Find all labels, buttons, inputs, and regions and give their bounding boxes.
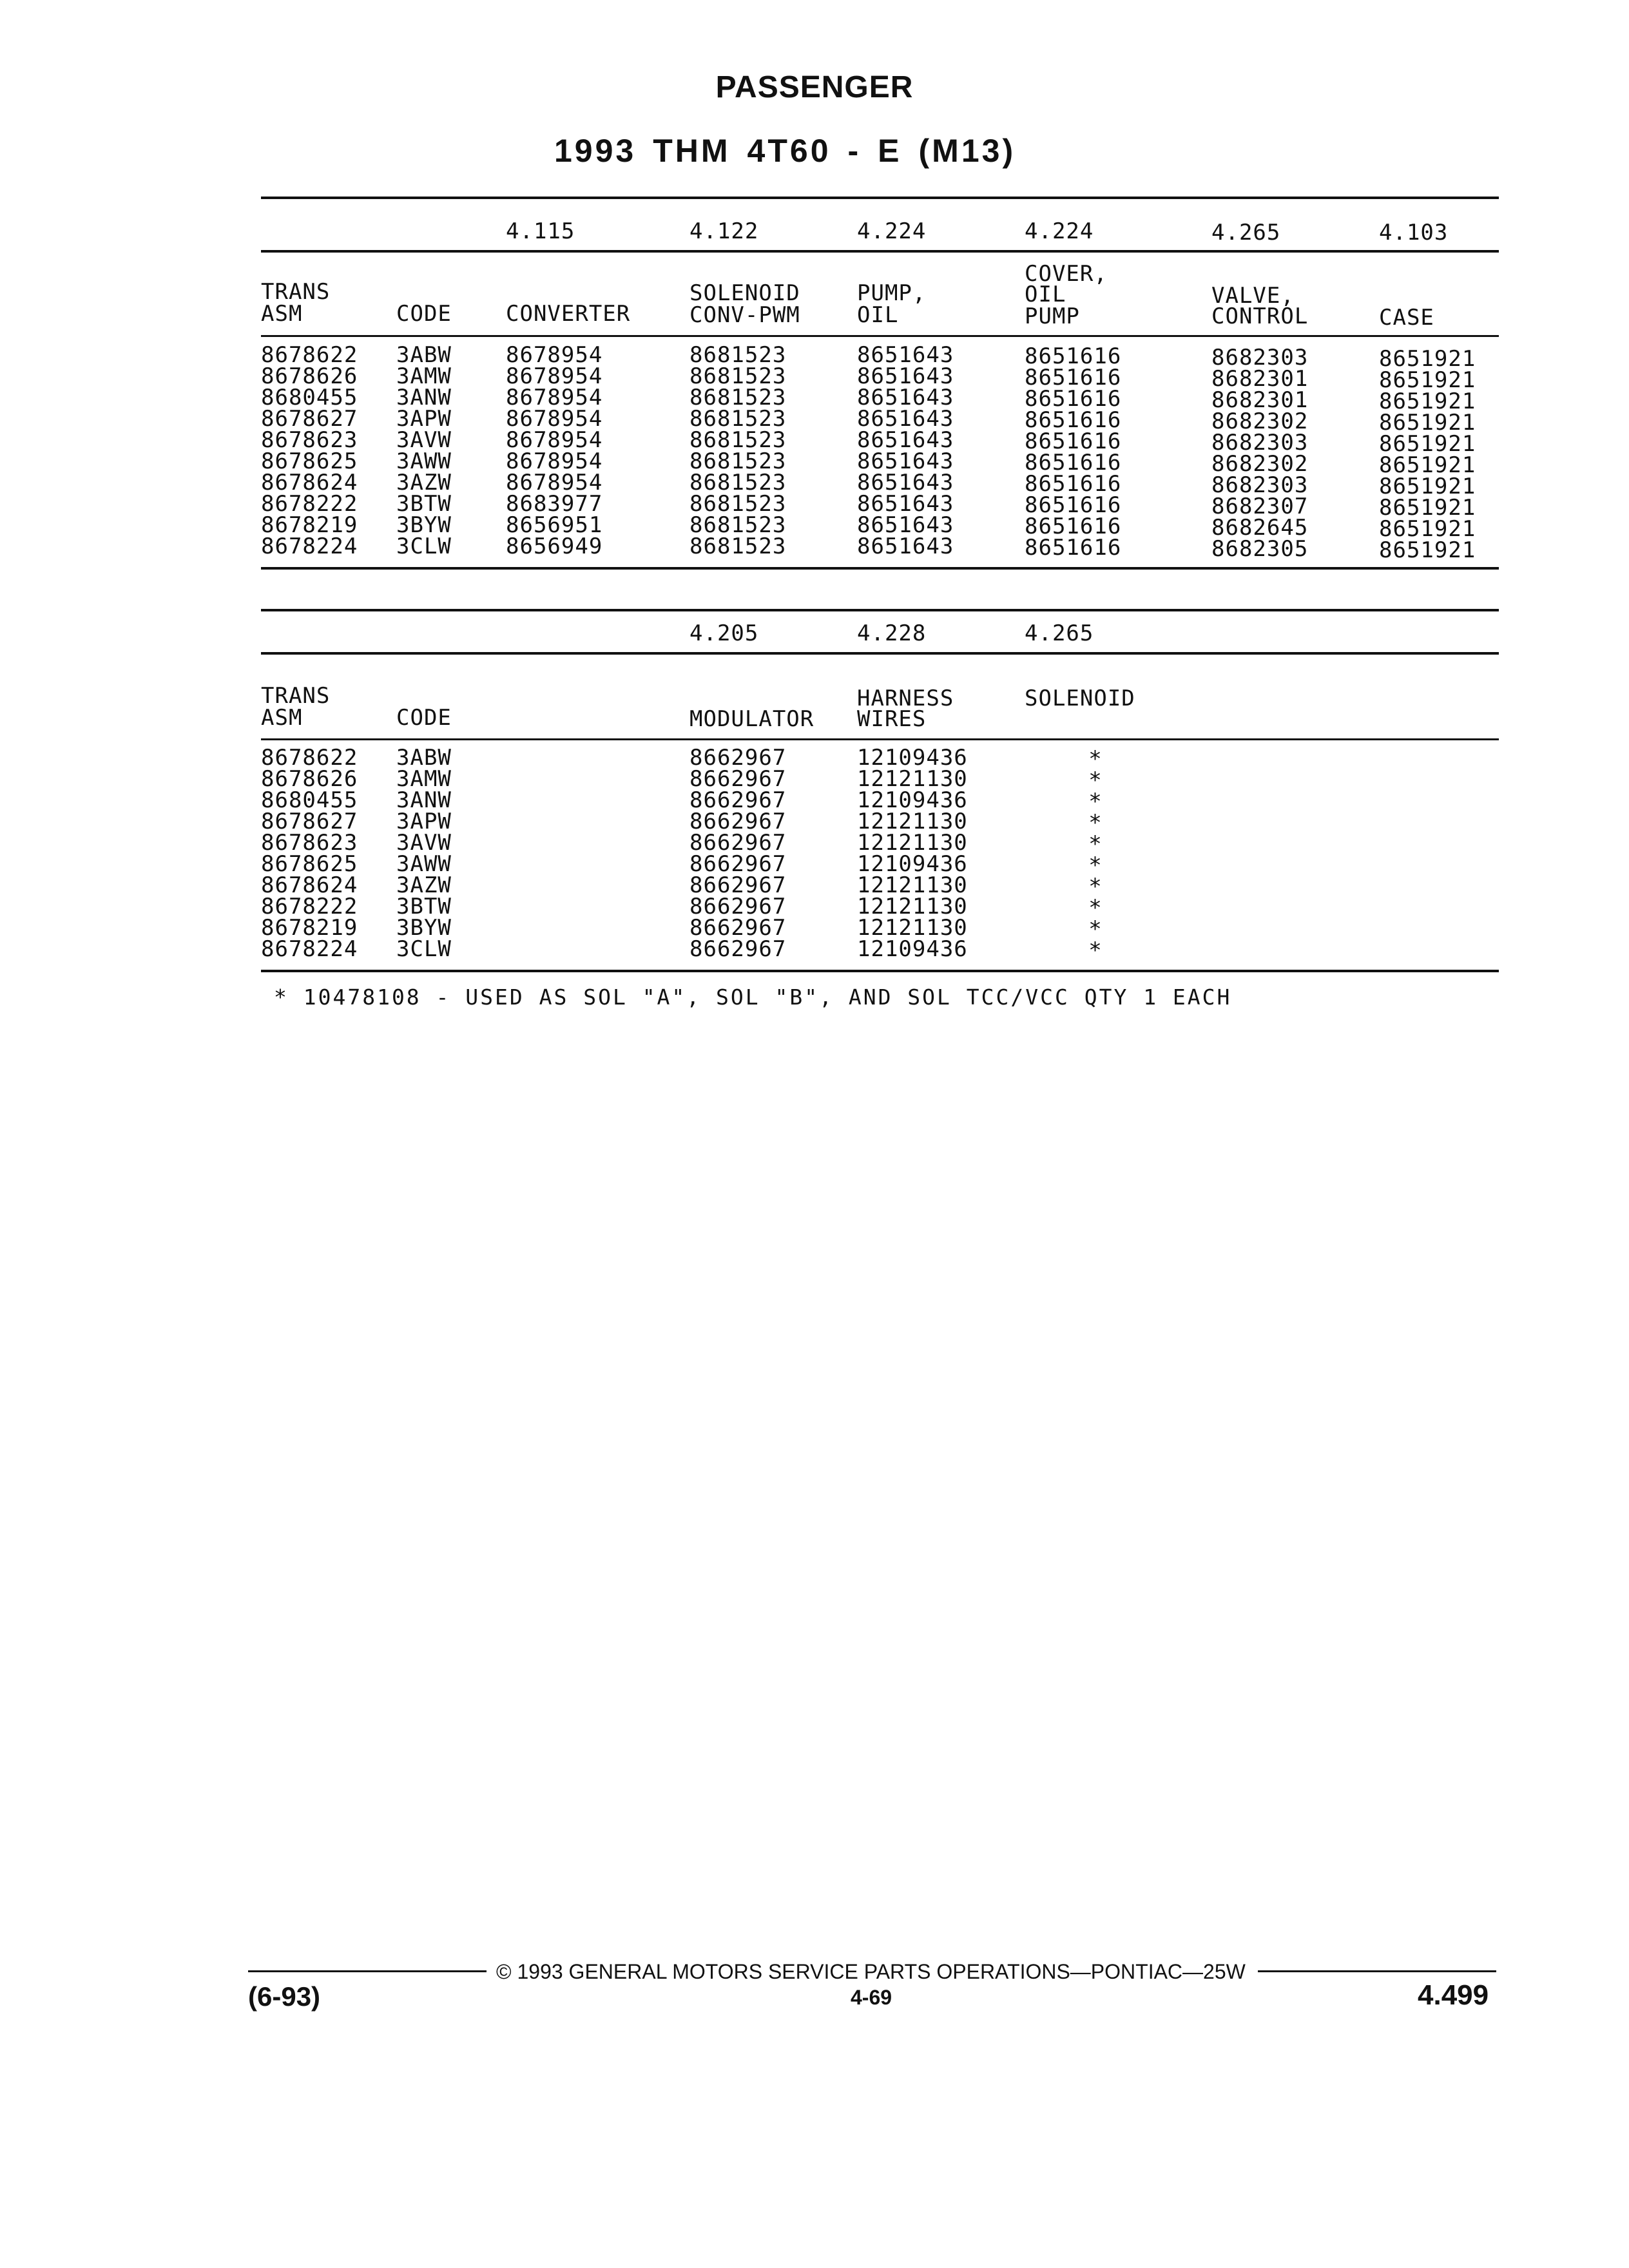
group-number: 4.205 bbox=[689, 620, 759, 646]
cell-solenoid-asterisk: * bbox=[1088, 831, 1103, 857]
footer-rule-left bbox=[248, 1970, 487, 1972]
cell-valve: 8682303 bbox=[1211, 472, 1309, 498]
cell-pump: 8651643 bbox=[857, 342, 954, 368]
cell-harness: 12121130 bbox=[857, 894, 968, 919]
cell-solenoid: 8681523 bbox=[689, 512, 787, 538]
cell-asm: 8678224 bbox=[261, 936, 358, 962]
cell-pump: 8651643 bbox=[857, 385, 954, 410]
cell-pump: 8651643 bbox=[857, 427, 954, 453]
column-solenoid bbox=[1083, 746, 1108, 963]
column-solenoid-conv-pwm bbox=[689, 342, 787, 559]
cell-asm: 8678626 bbox=[261, 766, 358, 792]
group-number: 4.122 bbox=[689, 218, 759, 244]
table2-bottom-rule bbox=[261, 970, 1499, 972]
cell-valve: 8682307 bbox=[1211, 494, 1309, 519]
title-year: 1993 bbox=[554, 133, 637, 169]
header-control: CONTROL bbox=[1211, 303, 1309, 329]
cell-pump: 8651643 bbox=[857, 448, 954, 474]
cell-converter: 8678954 bbox=[506, 448, 603, 474]
title-transmission: 4T60 bbox=[747, 133, 831, 169]
cell-case: 8651921 bbox=[1379, 516, 1476, 542]
header-wires: WIRES bbox=[857, 706, 927, 732]
cell-converter: 8678954 bbox=[506, 363, 603, 389]
cell-solenoid-asterisk: * bbox=[1088, 916, 1103, 942]
cell-solenoid: 8681523 bbox=[689, 533, 787, 559]
cell-pump: 8651643 bbox=[857, 470, 954, 495]
cell-pump: 8651643 bbox=[857, 491, 954, 517]
cell-solenoid: 8681523 bbox=[689, 385, 787, 410]
cell-solenoid-asterisk: * bbox=[1088, 874, 1103, 899]
cell-code: 3ANW bbox=[396, 385, 452, 410]
cell-cover: 8651616 bbox=[1025, 386, 1122, 412]
cell-solenoid-asterisk: * bbox=[1088, 767, 1103, 793]
cell-valve: 8682305 bbox=[1211, 536, 1309, 562]
cell-solenoid-asterisk: * bbox=[1088, 746, 1103, 772]
cell-asm: 8678624 bbox=[261, 470, 358, 495]
cell-asm: 8680455 bbox=[261, 787, 358, 813]
header-trans: TRANS bbox=[261, 683, 331, 709]
header-pump: PUMP, bbox=[857, 280, 927, 306]
footer-copyright: © 1993 GENERAL MOTORS SERVICE PARTS OPERATIONS—PONTIAC—25W bbox=[496, 1960, 1246, 1983]
cell-asm: 8678623 bbox=[261, 427, 358, 453]
cell-asm: 8680455 bbox=[261, 385, 358, 410]
header-cover-pump: PUMP bbox=[1025, 303, 1080, 329]
footer-date-code: (6-93) bbox=[248, 1981, 321, 2012]
cell-modulator: 8662967 bbox=[689, 766, 787, 792]
header-case: CASE bbox=[1379, 305, 1434, 331]
cell-code: 3AVW bbox=[396, 427, 452, 453]
title-variant: E bbox=[878, 133, 902, 169]
page-category: PASSENGER bbox=[715, 70, 914, 104]
cell-case: 8651921 bbox=[1379, 389, 1476, 414]
cell-solenoid: 8681523 bbox=[689, 342, 787, 368]
column-valve-control bbox=[1211, 347, 1308, 560]
cell-solenoid-asterisk: * bbox=[1088, 895, 1103, 921]
cell-harness: 12121130 bbox=[857, 766, 968, 792]
cell-code: 3APW bbox=[396, 809, 452, 834]
cell-solenoid-asterisk: * bbox=[1088, 852, 1103, 878]
title-rpo: (M13) bbox=[918, 133, 1016, 169]
cell-valve: 8682303 bbox=[1211, 345, 1309, 370]
cell-solenoid: 8681523 bbox=[689, 427, 787, 453]
cell-solenoid-asterisk: * bbox=[1088, 810, 1103, 836]
title-model: THM bbox=[653, 133, 731, 169]
cell-asm: 8678222 bbox=[261, 894, 358, 919]
cell-solenoid: 8681523 bbox=[689, 470, 787, 495]
header-oil: OIL bbox=[857, 302, 899, 328]
cell-cover: 8651616 bbox=[1025, 428, 1122, 454]
cell-cover: 8651616 bbox=[1025, 492, 1122, 518]
cell-valve: 8682301 bbox=[1211, 387, 1309, 413]
cell-solenoid: 8681523 bbox=[689, 363, 787, 389]
cell-code: 3ABW bbox=[396, 745, 452, 771]
cell-solenoid-asterisk: * bbox=[1088, 937, 1103, 963]
cell-case: 8651921 bbox=[1379, 431, 1476, 457]
cell-cover: 8651616 bbox=[1025, 471, 1122, 497]
header-cover-oil: OIL bbox=[1025, 282, 1066, 307]
page-title bbox=[554, 132, 1032, 169]
header-harness: HARNESS bbox=[857, 686, 954, 711]
cell-valve: 8682645 bbox=[1211, 515, 1309, 541]
cell-harness: 12121130 bbox=[857, 872, 968, 898]
table1-group-rule bbox=[261, 250, 1499, 253]
table1-header-rule bbox=[261, 335, 1499, 337]
table2-top-rule bbox=[261, 609, 1499, 611]
header-code: CODE bbox=[396, 301, 452, 327]
cell-asm: 8678622 bbox=[261, 745, 358, 771]
cell-modulator: 8662967 bbox=[689, 936, 787, 962]
group-number: 4.265 bbox=[1211, 220, 1281, 245]
cell-converter: 8678954 bbox=[506, 406, 603, 432]
group-number: 4.228 bbox=[857, 620, 927, 646]
cell-modulator: 8662967 bbox=[689, 894, 787, 919]
cell-valve: 8682302 bbox=[1211, 408, 1309, 434]
cell-code: 3APW bbox=[396, 406, 452, 432]
cell-converter: 8683977 bbox=[506, 491, 603, 517]
cell-harness: 12121130 bbox=[857, 915, 968, 941]
header-asm: ASM bbox=[261, 301, 303, 327]
footer-section-number: 4.499 bbox=[1418, 1979, 1489, 2011]
table1-bottom-rule bbox=[261, 567, 1499, 570]
cell-code: 3BYW bbox=[396, 512, 452, 538]
column-converter bbox=[506, 342, 603, 559]
cell-pump: 8651643 bbox=[857, 363, 954, 389]
table1-top-rule bbox=[261, 197, 1499, 199]
cell-cover: 8651616 bbox=[1025, 535, 1122, 561]
column-modulator bbox=[689, 747, 786, 960]
cell-case: 8651921 bbox=[1379, 495, 1476, 521]
group-number: 4.224 bbox=[857, 218, 927, 244]
cell-harness: 12109436 bbox=[857, 787, 968, 813]
cell-code: 3AWW bbox=[396, 448, 452, 474]
column-code bbox=[396, 342, 452, 559]
cell-converter: 8656951 bbox=[506, 512, 603, 538]
group-number: 4.265 bbox=[1025, 620, 1094, 646]
cell-code: 3BYW bbox=[396, 915, 452, 941]
cell-asm: 8678219 bbox=[261, 512, 358, 538]
cell-modulator: 8662967 bbox=[689, 915, 787, 941]
cell-code: 3ABW bbox=[396, 342, 452, 368]
cell-pump: 8651643 bbox=[857, 406, 954, 432]
column-pump-oil bbox=[857, 342, 954, 559]
group-number: 4.115 bbox=[506, 218, 575, 244]
table2-group-rule bbox=[261, 652, 1499, 655]
header-solenoid: SOLENOID bbox=[689, 280, 800, 306]
cell-code: 3AZW bbox=[396, 470, 452, 495]
header-asm: ASM bbox=[261, 705, 303, 731]
footer-page-number: 4-69 bbox=[851, 1986, 892, 2009]
cell-cover: 8651616 bbox=[1025, 450, 1122, 476]
column-code bbox=[396, 747, 452, 960]
cell-converter: 8678954 bbox=[506, 385, 603, 410]
cell-modulator: 8662967 bbox=[689, 872, 787, 898]
cell-asm: 8678222 bbox=[261, 491, 358, 517]
cell-code: 3AZW bbox=[396, 872, 452, 898]
cell-harness: 12121130 bbox=[857, 830, 968, 856]
cell-asm: 8678626 bbox=[261, 363, 358, 389]
column-trans-asm bbox=[261, 747, 358, 960]
cell-cover: 8651616 bbox=[1025, 514, 1122, 539]
cell-cover: 8651616 bbox=[1025, 343, 1122, 369]
cell-harness: 12109436 bbox=[857, 745, 968, 771]
cell-converter: 8678954 bbox=[506, 342, 603, 368]
cell-solenoid: 8681523 bbox=[689, 406, 787, 432]
cell-code: 3CLW bbox=[396, 533, 452, 559]
cell-asm: 8678623 bbox=[261, 830, 358, 856]
cell-case: 8651921 bbox=[1379, 474, 1476, 499]
cell-asm: 8678224 bbox=[261, 533, 358, 559]
cell-asm: 8678627 bbox=[261, 406, 358, 432]
title-dash: - bbox=[847, 133, 862, 169]
cell-code: 3AMW bbox=[396, 766, 452, 792]
table2-header-rule bbox=[261, 738, 1499, 740]
column-case bbox=[1379, 346, 1476, 563]
cell-code: 3BTW bbox=[396, 491, 452, 517]
cell-code: 3AWW bbox=[396, 851, 452, 877]
cell-asm: 8678622 bbox=[261, 342, 358, 368]
cell-valve: 8682301 bbox=[1211, 366, 1309, 392]
cell-modulator: 8662967 bbox=[689, 745, 787, 771]
header-converter: CONVERTER bbox=[506, 301, 631, 327]
cell-asm: 8678625 bbox=[261, 448, 358, 474]
cell-modulator: 8662967 bbox=[689, 851, 787, 877]
cell-valve: 8682302 bbox=[1211, 451, 1309, 477]
group-number: 4.224 bbox=[1025, 218, 1094, 244]
cell-case: 8651921 bbox=[1379, 346, 1476, 372]
column-cover-oil-pump bbox=[1025, 343, 1122, 561]
cell-solenoid: 8681523 bbox=[689, 491, 787, 517]
cell-valve: 8682303 bbox=[1211, 430, 1309, 456]
header-conv-pwm: CONV-PWM bbox=[689, 302, 800, 328]
header-valve: VALVE, bbox=[1211, 283, 1295, 309]
cell-asm: 8678624 bbox=[261, 872, 358, 898]
footnote: * 10478108 - USED AS SOL "A", SOL "B", AND SOL TCC/VCC QTY 1 EACH bbox=[274, 985, 1232, 1010]
column-trans-asm bbox=[261, 342, 358, 559]
cell-modulator: 8662967 bbox=[689, 830, 787, 856]
cell-pump: 8651643 bbox=[857, 512, 954, 538]
cell-harness: 12109436 bbox=[857, 851, 968, 877]
cell-case: 8651921 bbox=[1379, 452, 1476, 478]
group-number: 4.103 bbox=[1379, 220, 1449, 245]
cell-converter: 8678954 bbox=[506, 470, 603, 495]
cell-converter: 8656949 bbox=[506, 533, 603, 559]
cell-converter: 8678954 bbox=[506, 427, 603, 453]
cell-case: 8651921 bbox=[1379, 537, 1476, 563]
header-modulator: MODULATOR bbox=[689, 706, 815, 732]
footer-rule-right bbox=[1258, 1970, 1496, 1972]
cell-asm: 8678627 bbox=[261, 809, 358, 834]
column-harness-wires bbox=[857, 747, 968, 960]
cell-code: 3ANW bbox=[396, 787, 452, 813]
header-cover: COVER, bbox=[1025, 261, 1108, 287]
cell-pump: 8651643 bbox=[857, 533, 954, 559]
cell-harness: 12121130 bbox=[857, 809, 968, 834]
cell-cover: 8651616 bbox=[1025, 365, 1122, 390]
header-solenoid: SOLENOID bbox=[1025, 686, 1135, 711]
cell-solenoid: 8681523 bbox=[689, 448, 787, 474]
cell-code: 3BTW bbox=[396, 894, 452, 919]
header-trans: TRANS bbox=[261, 279, 331, 305]
cell-cover: 8651616 bbox=[1025, 407, 1122, 433]
cell-code: 3AMW bbox=[396, 363, 452, 389]
cell-code: 3CLW bbox=[396, 936, 452, 962]
cell-modulator: 8662967 bbox=[689, 787, 787, 813]
cell-case: 8651921 bbox=[1379, 367, 1476, 393]
cell-asm: 8678219 bbox=[261, 915, 358, 941]
header-code: CODE bbox=[396, 705, 452, 731]
cell-code: 3AVW bbox=[396, 830, 452, 856]
cell-asm: 8678625 bbox=[261, 851, 358, 877]
cell-solenoid-asterisk: * bbox=[1088, 789, 1103, 814]
cell-modulator: 8662967 bbox=[689, 809, 787, 834]
cell-harness: 12109436 bbox=[857, 936, 968, 962]
cell-case: 8651921 bbox=[1379, 410, 1476, 436]
